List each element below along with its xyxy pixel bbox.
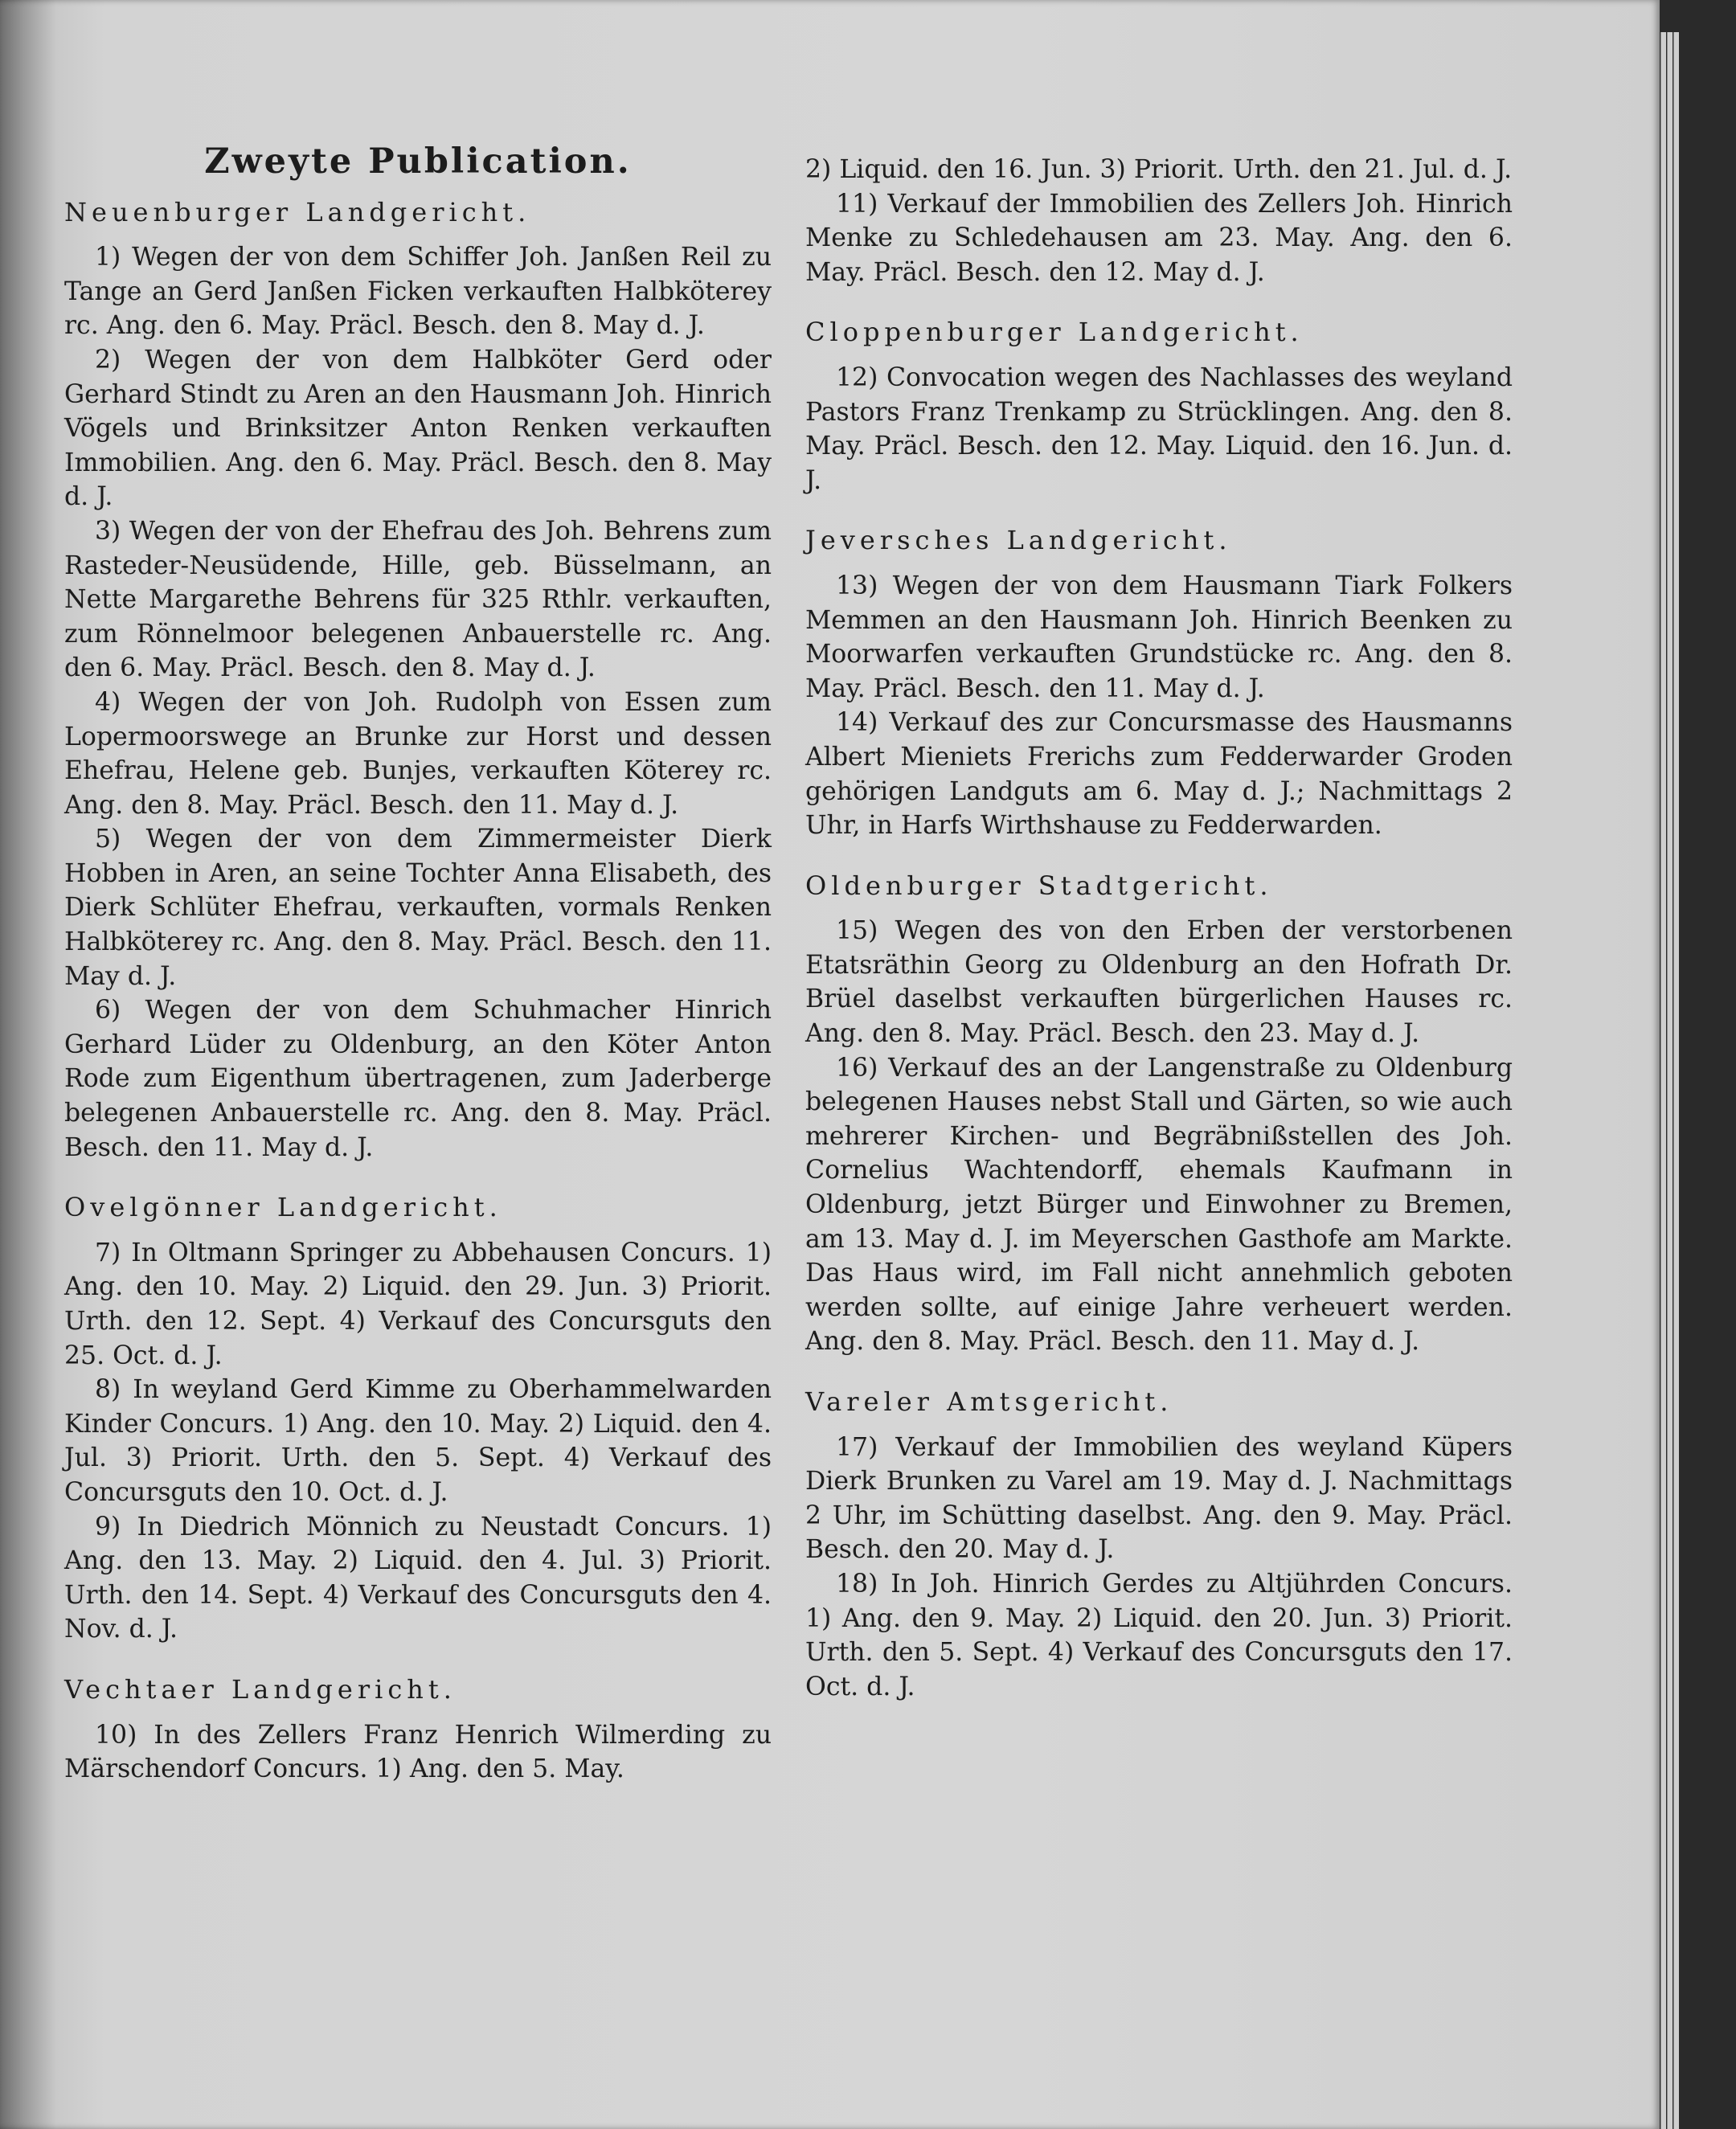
left-column: [64, 141, 772, 1787]
section-heading-oldenburg: Oldenburger Stadtgericht.: [805, 870, 1273, 901]
notice-3: 3) Wegen der von der Ehefrau des Joh. Behrens zum Rasteder-Neusüdende, Hille, geb. Büsselmann, an Nette Margarethe Behrens für 325 Rthlr. verkauften, zum Rönnelmoor belegenen Anbauerstelle rc. Ang. den 6. May. Präcl. Besch. den 8. May d. J.: [64, 516, 772, 683]
notice-14: 14) Verkauf des zur Concursmasse des Hausmanns Albert Mieniets Frerichs zum Fedderwarder Groden gehörigen Landguts am 6. May d. J.; Nachmittags 2 Uhr, in Harfs Wirthshause zu Fedderwarden.: [805, 708, 1513, 841]
notice-13: 13) Wegen der von dem Hausmann Tiark Folkers Memmen an den Hausmann Joh. Hinrich Beenken zu Moorwarfen verkauften Grundstücke rc. Ang. den 8. May. Präcl. Besch. den 11. May d. J.: [805, 571, 1513, 703]
section-heading-neuenburg: Neuenburger Landgericht.: [64, 196, 531, 227]
page-edge: [1660, 32, 1666, 2129]
notice-16: 16) Verkauf des an der Langenstraße zu Oldenburg belegenen Hauses nebst Stall und Gärten, so wie auch mehrerer Kirchen- und Begräbnißstellen des Joh. Cornelius Wachtendorff, ehemals Kaufmann in Oldenburg, jetzt Bürger und Einwohner zu Bremen, am 13. May d. J. im Meyerschen Gasthofe am Markte. Das Haus wird, im Fall nicht annehmlich geboten werden sollte, auf einige Jahre verheuert werden. Ang. den 8. May. Präcl. Besch. den 11. May d. J.: [805, 1053, 1513, 1357]
page-edge: [1673, 32, 1679, 2129]
notice-18: 18) In Joh. Hinrich Gerdes zu Altjührden Concurs. 1) Ang. den 9. May. 2) Liquid. den 20. Jun. 3) Priorit. Urth. den 5. Sept. 4) Verkauf des Concursguts den 17. Oct. d. J.: [805, 1569, 1513, 1701]
section-heading-jever: Jeversches Landgericht.: [805, 525, 1232, 556]
right-column: [805, 153, 1513, 1704]
notice-7: 7) In Oltmann Springer zu Abbehausen Concurs. 1) Ang. den 10. May. 2) Liquid. den 29. Jun. 3) Priorit. Urth. den 12. Sept. 4) Verkauf des Concursguts den 25. Oct. d. J.: [64, 1238, 772, 1370]
notice-15: 15) Wegen des von den Erben der verstorbenen Etatsräthin Georg zu Oldenburg an den Hofrath Dr. Brüel daselbst verkauften bürgerlichen Hauses rc. Ang. den 8. May. Präcl. Besch. den 23. May d. J.: [805, 916, 1513, 1049]
page-title: Zweyte Publication.: [204, 141, 632, 182]
notice-4: 4) Wegen der von Joh. Rudolph von Essen zum Lopermoorswege an Brunke zur Horst und dessen Ehefrau, Helene geb. Bunjes, verkauften Köterey rc. Ang. den 8. May. Präcl. Besch. den 11. May d. J.: [64, 687, 772, 820]
notice-17: 17) Verkauf der Immobilien des weyland Küpers Dierk Brunken zu Varel am 19. May d. J. Nachmittags 2 Uhr, im Schütting daselbst. Ang. den 9. May. Präcl. Besch. den 20. May d. J.: [805, 1432, 1513, 1565]
notice-6: 6) Wegen der von dem Schuhmacher Hinrich Gerhard Lüder zu Oldenburg, an den Köter Anton Rode zum Eigenthum übertragenen, zum Jaderberge belegenen Anbauerstelle rc. Ang. den 8. May. Präcl. Besch. den 11. May d. J.: [64, 996, 772, 1162]
notice-11: 11) Verkauf der Immobilien des Zellers Joh. Hinrich Menke zu Schledehausen am 23. May. Ang. den 6. May. Präcl. Besch. den 12. May d. J.: [805, 189, 1513, 287]
section-heading-varel: Vareler Amtsgericht.: [805, 1386, 1173, 1417]
notice-5: 5) Wegen der von dem Zimmermeister Dierk Hobben in Aren, an seine Tochter Anna Elisabeth, des Dierk Schlüter Ehefrau, verkauften, vormals Renken Halbköterey rc. Ang. den 8. May. Präcl. Besch. den 11. May d. J.: [64, 825, 772, 991]
notice-2: 2) Wegen der von dem Halbköter Gerd oder Gerhard Stindt zu Aren an den Hausmann Joh. Hinrich Vögels und Brinksitzer Anton Renken verkauften Immobilien. Ang. den 6. May. Präcl. Besch. den 8. May d. J.: [64, 345, 772, 512]
section-heading-cloppenburg: Cloppenburger Landgericht.: [805, 317, 1304, 348]
notice-8: 8) In weyland Gerd Kimme zu Oberhammelwarden Kinder Concurs. 1) Ang. den 10. May. 2) Liquid. den 4. Jul. 3) Priorit. Urth. den 5. Sept. 4) Verkauf des Concursguts den 10. Oct. d. J.: [64, 1375, 772, 1507]
notice-9: 9) In Diedrich Mönnich zu Neustadt Concurs. 1) Ang. den 13. May. 2) Liquid. den 4. Jul. 3) Priorit. Urth. den 14. Sept. 4) Verkauf des Concursguts den 4. Nov. d. J.: [64, 1512, 772, 1644]
notice-10-continued: 2) Liquid. den 16. Jun. 3) Priorit. Urth. den 21. Jul. d. J.: [805, 155, 1513, 184]
page-edge: [1667, 32, 1673, 2129]
notice-1: 1) Wegen der von dem Schiffer Joh. Janßen Reil zu Tange an Gerd Janßen Ficken verkauften Halbköterey rc. Ang. den 6. May. Präcl. Besch. den 8. May d. J.: [64, 243, 772, 341]
notice-10: 10) In des Zellers Franz Henrich Wilmerding zu Märschendorf Concurs. 1) Ang. den 5. May.: [64, 1720, 772, 1784]
section-heading-vechta: Vechtaer Landgericht.: [64, 1673, 457, 1705]
section-heading-ovelgoenne: Ovelgönner Landgericht.: [64, 1192, 502, 1223]
notice-12: 12) Convocation wegen des Nachlasses des weyland Pastors Franz Trenkamp zu Strücklingen. Ang. den 8. May. Präcl. Besch. den 12. May. Liquid. den 16. Jun. d. J.: [805, 362, 1513, 495]
